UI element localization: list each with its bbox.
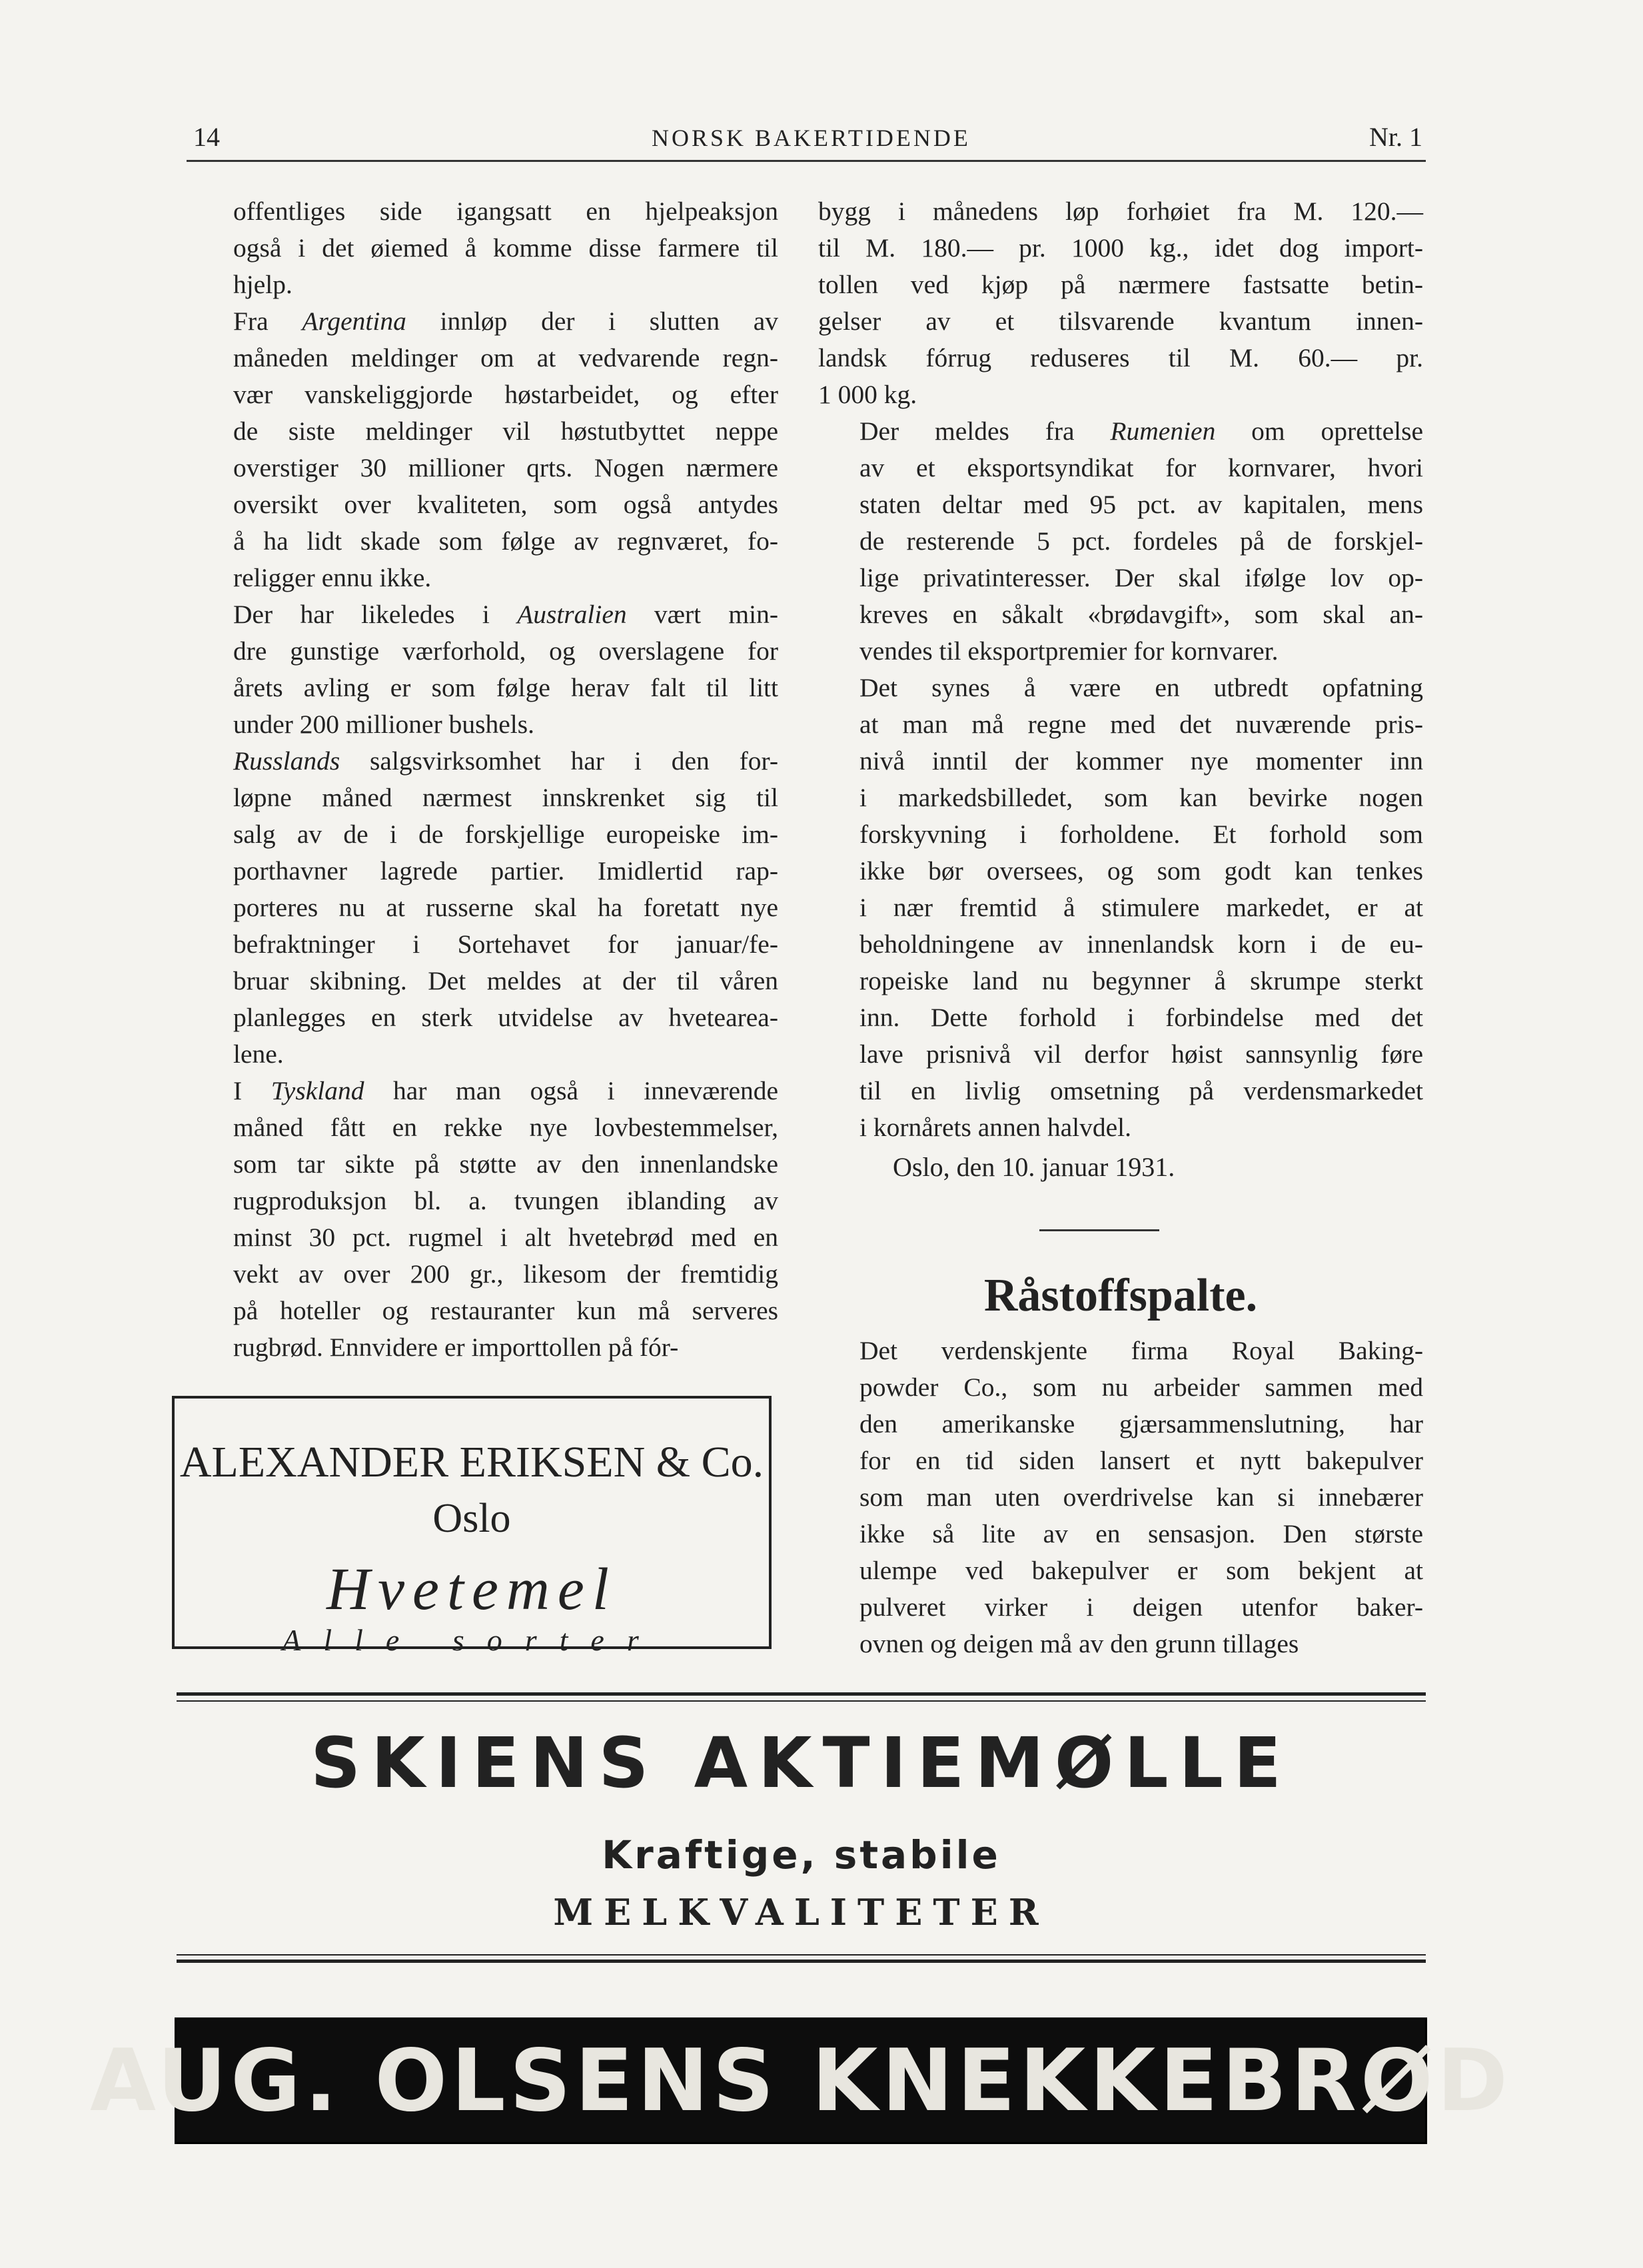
text-line	[818, 1479, 1423, 1516]
text-segment: innløp der i slutten av	[406, 306, 779, 336]
text-segment: vekt av over 200 gr., likesom der fremtidig	[233, 1259, 778, 1289]
italic-name: Argentina	[302, 306, 406, 336]
text-segment: Fra	[233, 306, 302, 336]
text-segment: oversikt over kvaliteten, som også antydes	[233, 490, 778, 519]
text-line	[192, 340, 778, 376]
text-segment: Der meldes fra	[859, 416, 1111, 446]
header-rule	[187, 160, 1426, 162]
text-line	[192, 523, 778, 560]
text-line	[192, 816, 778, 853]
text-segment: inn. Dette forhold i forbindelse med det	[859, 1003, 1423, 1032]
text-segment: ovnen og deigen må av den grunn tillages	[859, 1629, 1299, 1658]
text-line	[818, 926, 1423, 963]
text-segment: kreves en såkalt «brødavgift», som skal an-	[859, 600, 1423, 629]
ad-eriksen-sorts: Alle sorter	[282, 1623, 662, 1657]
text-segment: av et eksportsyndikat for kornvarer, hvori	[859, 453, 1423, 482]
italic-name: Russlands	[233, 746, 340, 776]
text-line	[818, 633, 1423, 670]
text-segment: vært min-	[626, 600, 779, 629]
text-line	[192, 780, 778, 816]
text-line	[818, 853, 1423, 889]
text-line	[818, 1369, 1423, 1406]
ad-olsen-banner	[90, 2017, 1512, 2144]
text-segment: ropeiske land nu begynner å skrumpe sterkt	[859, 966, 1423, 995]
text-segment: beholdningene av innenlandsk korn i de eu-	[859, 929, 1423, 959]
text-line	[818, 743, 1423, 780]
text-segment: religger ennu ikke.	[233, 563, 432, 592]
text-segment: tollen ved kjøp på nærmere fastsatte betin-	[818, 270, 1423, 299]
text-segment: løpne måned nærmest innskrenket sig til	[233, 783, 778, 812]
text-segment: i markedsbilledet, som kan bevirke nogen	[859, 783, 1423, 812]
text-segment: salgsvirksomhet har i den for-	[340, 746, 778, 776]
text-line	[192, 1219, 778, 1256]
text-line	[192, 193, 778, 230]
paragraph	[192, 193, 778, 303]
text-segment: lave prisnivå vil derfor høist sannsynlig føre	[859, 1039, 1423, 1069]
text-line	[818, 560, 1423, 596]
article-right-column	[818, 193, 1423, 1146]
text-segment: 1 000 kg.	[818, 380, 917, 409]
text-segment: lene.	[233, 1039, 284, 1069]
text-line	[818, 816, 1423, 853]
ad-skiens-product: MELKVALITETER	[553, 1891, 1049, 1934]
text-segment: også i det øiemed å komme disse farmere til	[233, 233, 778, 263]
text-segment: den amerikanske gjærsammenslutning, har	[859, 1409, 1423, 1438]
text-segment: årets avling er som følge herav falt til litt	[233, 673, 778, 702]
text-line	[192, 926, 778, 963]
text-line	[818, 670, 1423, 706]
text-line	[818, 1109, 1423, 1146]
text-segment: forskyvning i forholdene. Et forhold som	[859, 820, 1423, 849]
section-body	[818, 1333, 1423, 1662]
ad-alexander-eriksen	[172, 1396, 772, 1657]
text-line	[192, 670, 778, 706]
text-line	[192, 1073, 778, 1109]
text-segment: I	[233, 1076, 271, 1105]
text-line	[192, 596, 778, 633]
text-line	[192, 560, 778, 596]
text-segment: Det synes å være en utbredt opfatning	[859, 673, 1423, 702]
text-segment: porthavner lagrede partier. Imidlertid rap-	[233, 856, 778, 885]
text-line	[192, 413, 778, 450]
text-segment: Det verdenskjente firma Royal Baking-	[859, 1336, 1423, 1365]
paragraph	[192, 743, 778, 1073]
ad-eriksen-city: Oslo	[432, 1496, 511, 1541]
text-line	[818, 1406, 1423, 1442]
text-line	[818, 340, 1423, 376]
text-line	[192, 1329, 778, 1366]
text-line	[192, 889, 778, 926]
text-line	[818, 193, 1423, 230]
text-line	[192, 267, 778, 303]
paragraph	[818, 1333, 1423, 1662]
text-line	[818, 1036, 1423, 1073]
text-segment: å ha lidt skade som følge av regnværet, fo-	[233, 526, 778, 556]
ad-rule-top	[177, 1692, 1426, 1696]
text-line	[192, 706, 778, 743]
text-segment: porteres nu at russerne skal ha foretatt nye	[233, 893, 778, 922]
paragraph	[192, 596, 778, 743]
text-line	[192, 1036, 778, 1073]
paragraph	[192, 303, 778, 596]
text-line	[818, 230, 1423, 267]
text-segment: bygg i månedens løp forhøiet fra M. 120.—	[818, 197, 1423, 226]
text-line	[192, 1256, 778, 1293]
ad-skiens-name: SKIENS AKTIEMØLLE	[310, 1722, 1292, 1804]
text-segment: pulveret virker i deigen utenfor baker-	[859, 1592, 1423, 1622]
text-line	[818, 963, 1423, 999]
paragraph	[192, 1073, 778, 1366]
italic-name: Rumenien	[1110, 416, 1216, 446]
paragraph	[818, 413, 1423, 670]
page-number: 14	[193, 122, 220, 152]
text-segment: at man må regne med det nuværende pris-	[859, 710, 1423, 739]
text-segment: lige privatinteresser. Der skal ifølge lov op-	[859, 563, 1423, 592]
text-segment: på hoteller og restauranter kun må serveres	[233, 1296, 778, 1325]
text-segment: de siste meldinger vil høstutbyttet neppe	[233, 416, 778, 446]
text-segment: rugproduksjon bl. a. tvungen iblanding av	[233, 1186, 778, 1215]
text-line	[192, 633, 778, 670]
italic-name: Australien	[517, 600, 627, 629]
section-title: Råstoffspalte.	[983, 1270, 1258, 1321]
text-segment: til en livlig omsetning på verdensmarkedet	[859, 1076, 1423, 1105]
text-line	[818, 450, 1423, 486]
text-line	[818, 1626, 1423, 1662]
text-line	[818, 1333, 1423, 1369]
text-segment: dre gunstige værforhold, og overslagene for	[233, 636, 778, 666]
text-line	[818, 706, 1423, 743]
text-segment: overstiger 30 millioner qrts. Nogen nærmere	[233, 453, 778, 482]
text-segment: i nær fremtid å stimulere markedet, er at	[859, 893, 1423, 922]
text-line	[192, 999, 778, 1036]
text-segment: vendes til eksportpremier for kornvarer.	[859, 636, 1279, 666]
text-segment: rugbrød. Ennvidere er importtollen på fór-	[233, 1333, 679, 1362]
text-line	[818, 1552, 1423, 1589]
text-segment: landsk fórrug reduseres til M. 60.— pr.	[818, 343, 1423, 372]
text-line	[192, 1109, 778, 1146]
text-segment: som tar sikte på støtte av den innenlandske	[233, 1149, 778, 1179]
text-line	[818, 413, 1423, 450]
article-left-column	[192, 193, 778, 1366]
text-segment: salg av de i de forskjellige europeiske im-	[233, 820, 778, 849]
text-line	[818, 889, 1423, 926]
text-line	[818, 376, 1423, 413]
paragraph	[818, 670, 1423, 1146]
text-segment: powder Co., som nu arbeider sammen med	[859, 1373, 1423, 1402]
paragraph	[818, 193, 1423, 413]
section-separator	[1039, 1229, 1159, 1231]
ad-rule-bottom-thin	[177, 1954, 1426, 1956]
text-segment: gelser av et tilsvarende kvantum innen-	[818, 306, 1423, 336]
text-segment: har man også i inneværende	[364, 1076, 779, 1105]
text-line	[818, 596, 1423, 633]
text-segment: i kornårets annen halvdel.	[859, 1113, 1132, 1142]
text-segment: for en tid siden lansert et nytt bakepulver	[859, 1446, 1423, 1475]
text-line	[192, 963, 778, 999]
text-segment: ikke så lite av en sensasjon. Den største	[859, 1519, 1423, 1548]
text-segment: under 200 millioner bushels.	[233, 710, 534, 739]
text-segment: Der har likeledes i	[233, 600, 518, 629]
text-line	[818, 486, 1423, 523]
text-line	[192, 486, 778, 523]
text-line	[818, 303, 1423, 340]
ad-olsen-text: AUG. OLSENS KNEKKEBRØD	[90, 2031, 1512, 2131]
text-line	[192, 450, 778, 486]
text-segment: planlegges en sterk utvidelse av hvetearea-	[233, 1003, 778, 1032]
text-line	[192, 376, 778, 413]
text-segment: måned fått en rekke nye lovbestemmelser,	[233, 1113, 778, 1142]
text-line	[192, 230, 778, 267]
text-segment: offentliges side igangsatt en hjelpeaksjon	[233, 197, 778, 226]
text-line	[192, 303, 778, 340]
text-line	[818, 999, 1423, 1036]
ad-rule-top-thin	[177, 1700, 1426, 1702]
text-segment: til M. 180.— pr. 1000 kg., idet dog import-	[818, 233, 1423, 263]
text-segment: de resterende 5 pct. fordeles på de forskjel-	[859, 526, 1423, 556]
text-line	[818, 780, 1423, 816]
ad-eriksen-company: ALEXANDER ERIKSEN & Co.	[179, 1438, 764, 1486]
publication-title: NORSK BAKERTIDENDE	[652, 125, 971, 151]
issue-number: Nr. 1	[1369, 122, 1422, 152]
ad-rule-bottom	[177, 1960, 1426, 1963]
text-segment: hjelp.	[233, 270, 292, 299]
italic-name: Tyskland	[271, 1076, 364, 1105]
text-line	[818, 267, 1423, 303]
text-segment: som man uten overdrivelse kan si innebærer	[859, 1482, 1423, 1512]
text-line	[818, 1516, 1423, 1552]
text-segment: ikke bør oversees, og som godt kan tenkes	[859, 856, 1423, 885]
text-segment: om oprettelse	[1215, 416, 1423, 446]
text-line	[818, 1442, 1423, 1479]
text-segment: minst 30 pct. rugmel i alt hvetebrød med en	[233, 1223, 778, 1252]
text-line	[192, 1183, 778, 1219]
ad-skiens-tagline: Kraftige, stabile	[602, 1832, 1001, 1878]
text-segment: måneden meldinger om at vedvarende regn-	[233, 343, 778, 372]
text-line	[192, 853, 778, 889]
text-line	[818, 1589, 1423, 1626]
text-line	[818, 1073, 1423, 1109]
dateline: Oslo, den 10. januar 1931.	[893, 1152, 1175, 1182]
text-line	[192, 1146, 778, 1183]
text-segment: bruar skibning. Det meldes at der til våren	[233, 966, 778, 995]
text-segment: ulempe ved bakepulver er som bekjent at	[859, 1556, 1423, 1585]
text-segment: vær vanskeliggjorde høstarbeidet, og efter	[233, 380, 778, 409]
ad-eriksen-product: Hvetemel	[326, 1556, 617, 1622]
text-line	[192, 743, 778, 780]
text-segment: nivå inntil der kommer nye momenter inn	[859, 746, 1423, 776]
text-segment: befraktninger i Sortehavet for januar/fe-	[233, 929, 778, 959]
text-line	[818, 523, 1423, 560]
text-segment: staten deltar med 95 pct. av kapitalen, mens	[859, 490, 1423, 519]
text-line	[192, 1293, 778, 1329]
